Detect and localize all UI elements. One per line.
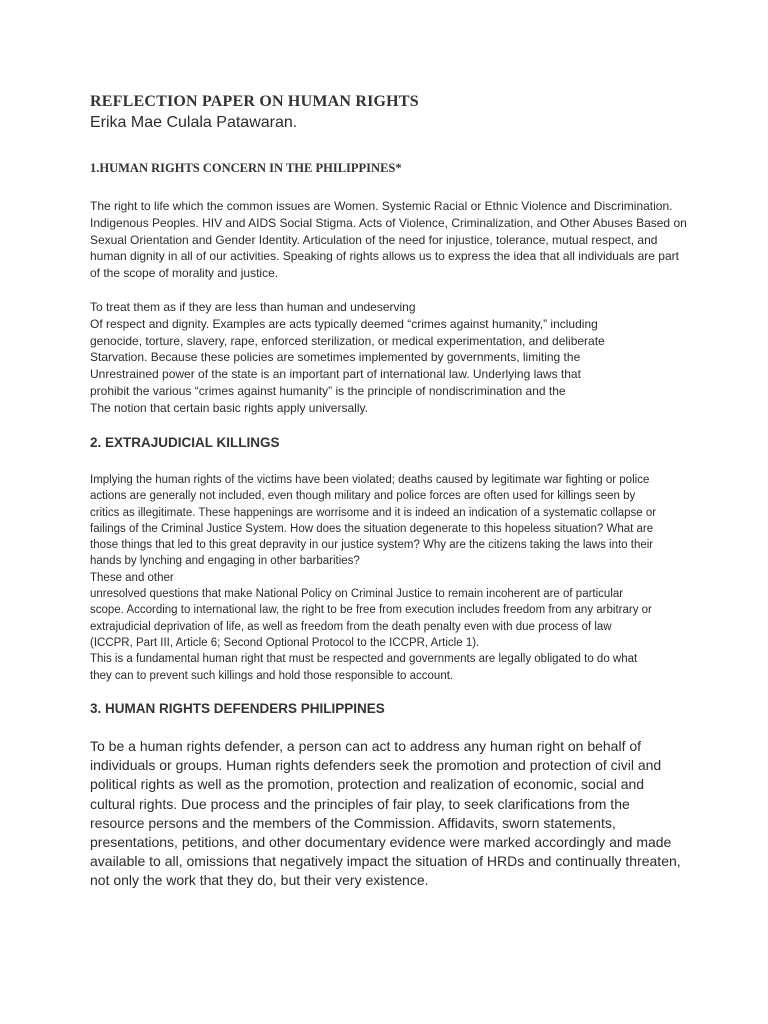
text-line: resource persons and the members of the Commission. Affidavits, sworn statements, (90, 814, 616, 831)
text-line: To be a human rights defender, a person can act to address any human right on behalf of (90, 738, 642, 754)
section-1-paragraph-2 (90, 299, 690, 417)
text-line: To treat them as if they are less than human and undeserving (90, 300, 416, 314)
text-line: The notion that certain basic rights apply universally. (90, 400, 368, 415)
section-1-paragraph-1 (90, 198, 690, 282)
text-line: Starvation. Because these policies are sometimes implemented by governments, limiting the (90, 350, 581, 365)
text-line: Indigenous Peoples. HIV and AIDS Social Stigma. Acts of Violence, Criminalization, and Other Abuses Based on (90, 215, 687, 230)
section-3-paragraph (90, 737, 681, 891)
text-line: Sexual Orientation and Gender Identity. Articulation of the need for injustice, tolerance, mutual respect, and (90, 232, 658, 247)
text-line: Unrestrained power of the state is an important part of international law. Underlying laws that (90, 367, 581, 382)
text-line: critics as illegitimate. These happenings are worrisome and it is indeed an indication of a systematic collapse or (90, 506, 657, 519)
text-line: failings of the Criminal Justice System. How does the situation degenerate to this hopeless situation? What are (90, 522, 654, 535)
section-3-heading: 3. HUMAN RIGHTS DEFENDERS PHILIPPINES (90, 701, 385, 716)
text-line: Implying the human rights of the victims have been violated; deaths caused by legitimate war fighting or police (90, 474, 650, 486)
section-2-paragraph (90, 472, 656, 684)
text-line: hands by lynching and engaging in other barbarities? (90, 555, 360, 568)
text-line: scope. According to international law, the right to be free from execution includes freedom from any arbitrary or (90, 604, 652, 617)
text-line: actions are generally not included, even though military and police forces are often used for killings seen by (90, 490, 636, 503)
text-line: prohibit the various “crimes against humanity” is the principle of nondiscrimination and the (90, 383, 566, 398)
text-line: (ICCPR, Part III, Article 6; Second Optional Protocol to the ICCPR, Article 1). (90, 636, 480, 649)
text-line: Of respect and dignity. Examples are acts typically deemed “crimes against humanity,” including (90, 316, 598, 331)
text-line: genocide, torture, slavery, rape, enforced sterilization, or medical experimentation, and deliberate (90, 333, 605, 348)
text-line: extrajudicial deprivation of life, as well as freedom from the death penalty even with due process of law (90, 620, 612, 633)
text-line: political rights as well as the promotion, protection and realization of economic, social and (90, 776, 645, 793)
text-line: This is a fundamental human right that must be respected and governments are legally obligated to do what (90, 653, 638, 666)
text-line: These and other (90, 571, 174, 584)
text-line: not only the work that they do, but their very existence. (90, 872, 429, 889)
document-title: REFLECTION PAPER ON HUMAN RIGHTS (90, 93, 419, 110)
text-line: cultural rights. Due process and the principles of fair play, to seek clarifications from the (90, 795, 630, 812)
section-2-heading: 2. EXTRAJUDICIAL KILLINGS (90, 435, 280, 450)
text-line: unresolved questions that make National Policy on Criminal Justice to remain incoherent are of particular (90, 588, 624, 601)
text-line: The right to life which the common issues are Women. Systemic Racial or Ethnic Violence and Discrimination. (90, 199, 673, 213)
text-line: of the scope of morality and justice. (90, 266, 279, 281)
text-line: available to all, omissions that negatively impact the situation of HRDs and continually threaten, (90, 853, 681, 870)
text-line: those things that led to this great depravity in our justice system? Why are the citizens taking the laws into their (90, 539, 654, 552)
text-line: they can to prevent such killings and hold those responsible to account. (90, 669, 454, 682)
document-author: Erika Mae Culala Patawaran. (90, 114, 298, 131)
section-1-heading: 1.HUMAN RIGHTS CONCERN IN THE PHILIPPINES* (90, 161, 402, 175)
document-page (90, 92, 690, 889)
text-line: presentations, petitions, and other documentary evidence were marked accordingly and made (90, 834, 672, 851)
text-line: human dignity in all of our activities. Speaking of rights allows us to express the idea that all individuals are part (90, 249, 679, 264)
text-line: individuals or groups. Human rights defenders seek the promotion and protection of civil and (90, 757, 662, 774)
